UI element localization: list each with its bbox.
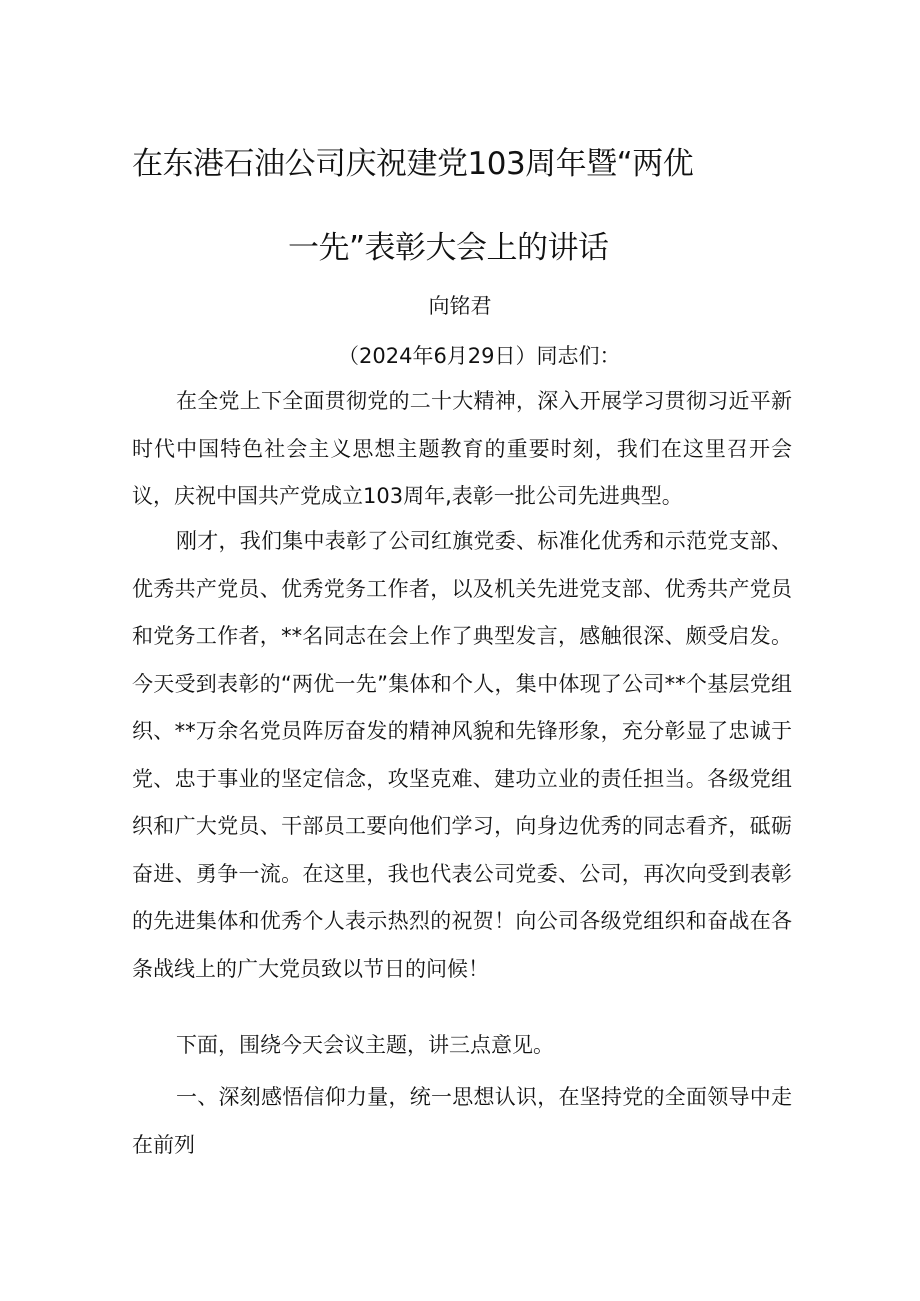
paragraph-3: 下面，围绕今天会议主题，讲三点意见。: [176, 1033, 554, 1057]
title-line-1: 在东港石油公司庆祝建党103周年暨“两优: [132, 146, 694, 182]
paragraph-1: 在全党上下全面贯彻党的二十大精神，深入开展学习贯彻习近平新时代中国特色社会主义思想主题教育的重要时刻，我们在这里召开会议，庆祝中国共产党成立103周年,表彰一批公司先进典型。: [132, 389, 792, 508]
author-name: 向铭君: [428, 294, 492, 318]
paragraph-2: 刚才，我们集中表彰了公司红旗党委、标准化优秀和示范党支部、优秀共产党员、优秀党务工作者，以及机关先进党支部、优秀共产党员和党务工作者，**名同志在会上作了典型发言，感触很深、颇受启发。今天受到表彰的“两优一先”集体和个人，集中体现了公司**个基层党组织、**万余名党员阵厉奋发的精神风貌和先锋形象，充分彰显了忠诚于党、忠于事业的坚定信念，攻坚克难、建功立业的责任担当。各级党组织和广大党员、干部员工要向他们学习，向身边优秀的同志看齐，砥砺奋进、勇争一流。在这里，我也代表公司党委、公司，再次向受到表彰的先进集体和优秀个人表示热烈的祝贺！向公司各级党组织和奋战在各条战线上的广大党员致以节日的问候！: [132, 529, 792, 981]
title-line-2: 一先”表彰大会上的讲话: [288, 230, 609, 266]
dateline: （2024年6月29日）同志们：: [338, 344, 621, 368]
section-heading-1: 一、深刻感悟信仰力量，统一思想认识，在坚持党的全面领导中走在前列: [132, 1085, 792, 1157]
